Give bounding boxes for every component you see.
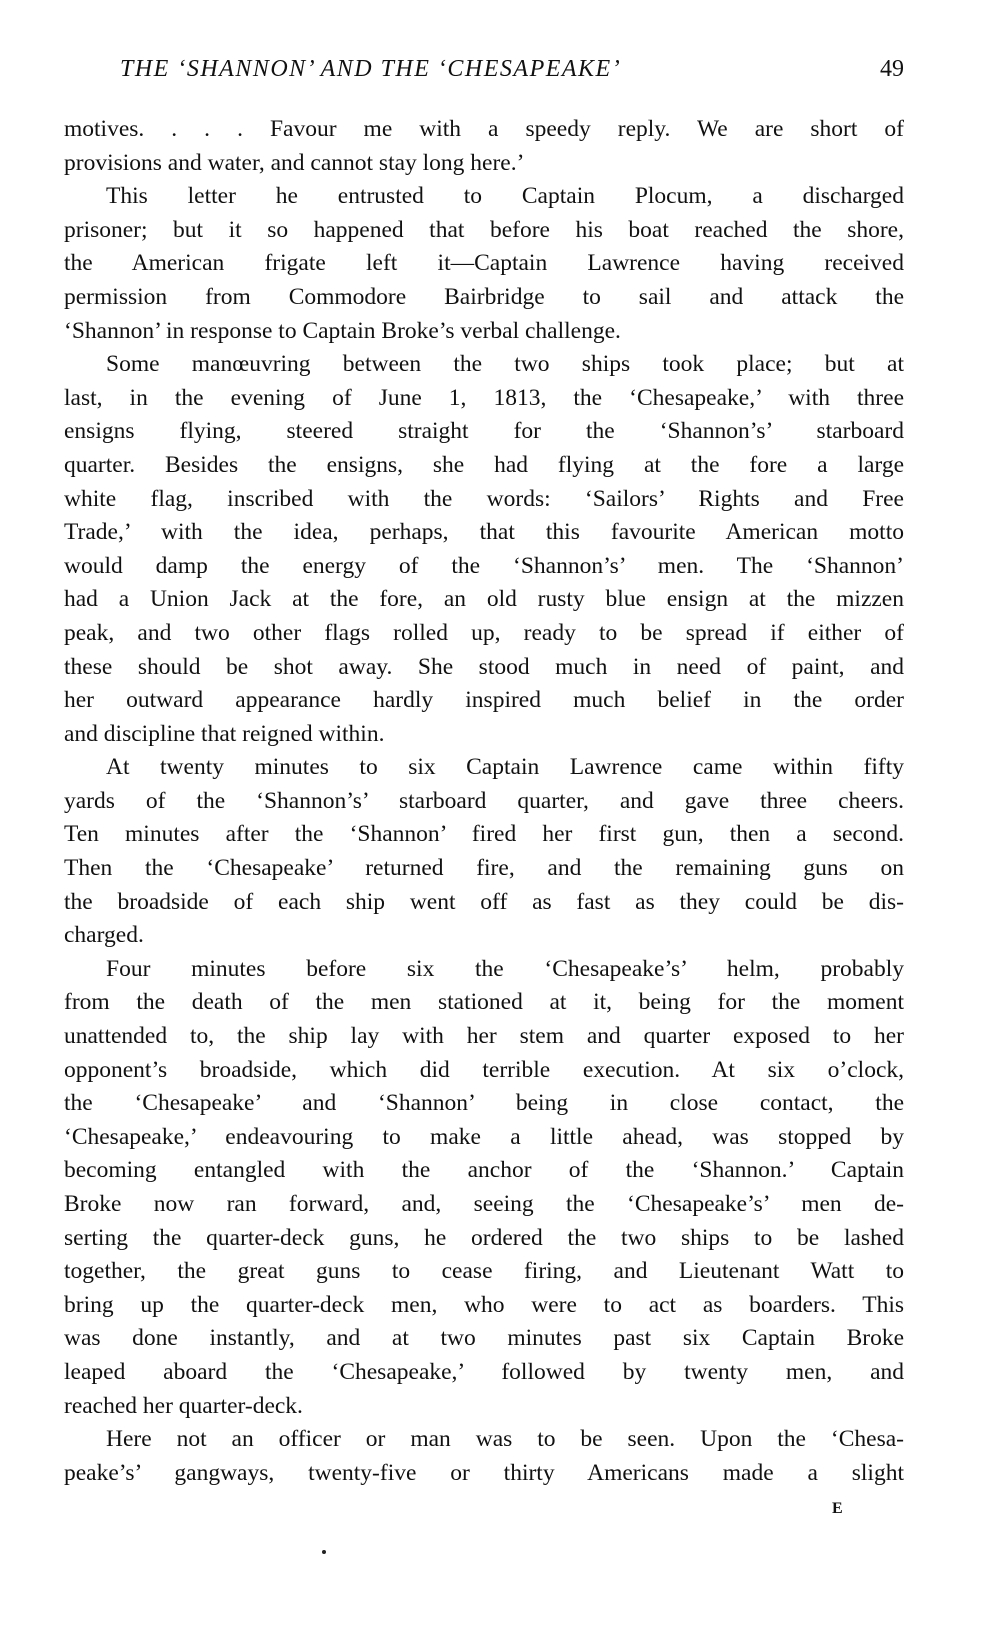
text-line: provisions and water, and cannot stay long here.’ [64,149,525,176]
text-line: the ‘Chesapeake’ and ‘Shannon’ being in close contact, the [64,1090,904,1117]
text-line: the broadside of each ship went off as fast as they could be dis- [64,888,904,915]
text-line: becoming entangled with the anchor of the ‘Shannon.’ Captain [64,1157,904,1184]
text-line: last, in the evening of June 1, 1813, the ‘Chesapeake,’ with three [64,384,904,411]
text-line: ensigns flying, steered straight for the ‘Shannon’s’ starboard [64,418,904,445]
text-line: Some manœuvring between the two ships took place; but at [106,351,904,378]
text-line: Ten minutes after the ‘Shannon’ fired her first gun, then a second. [64,821,904,848]
text-line: Broke now ran forward, and, seeing the ‘Chesapeake’s’ men de- [64,1191,904,1217]
text-line: these should be shot away. She stood much in need of paint, and [64,653,904,680]
text-line: opponent’s broadside, which did terrible execution. At six o’clock, [64,1056,904,1083]
text-line: peak, and two other flags rolled up, ready to be spread if either of [64,619,904,646]
text-line: from the death of the men stationed at it, being for the moment [64,989,904,1016]
text-line: charged. [64,922,144,949]
text-line: the American frigate left it—Captain Lawrence having received [64,250,904,277]
text-line: permission from Commodore Bairbridge to sail and attack the [64,283,904,310]
text-line: Four minutes before six the ‘Chesapeake’s’ helm, probably [106,955,904,982]
page-number: 49 [880,56,904,82]
text-line: unattended to, the ship lay with her stem and quarter exposed to her [64,1023,904,1050]
body-text [64,113,904,1490]
text-line: prisoner; but it so happened that before his boat reached the shore, [64,216,904,243]
signature-mark: E [832,1500,843,1517]
text-line: would damp the energy of the ‘Shannon’s’ men. The ‘Shannon’ [64,552,904,579]
text-line: bring up the quarter-deck men, who were to act as boarders. This [64,1291,904,1318]
text-line: her outward appearance hardly inspired much belief in the order [64,687,904,714]
text-line: serting the quarter-deck guns, he ordered the two ships to be lashed [64,1224,904,1251]
text-line: Here not an officer or man was to be seen. Upon the ‘Chesa- [106,1426,904,1453]
text-line: had a Union Jack at the fore, an old rusty blue ensign at the mizzen [64,586,904,613]
text-line: This letter he entrusted to Captain Plocum, a discharged [106,183,904,210]
running-header [120,56,904,83]
text-line: reached her quarter-deck. [64,1392,303,1419]
text-line: was done instantly, and at two minutes past six Captain Broke [64,1325,904,1352]
text-line: quarter. Besides the ensigns, she had flying at the fore a large [64,451,904,478]
text-line: At twenty minutes to six Captain Lawrence came within fifty [106,754,904,781]
text-line: ‘Shannon’ in response to Captain Broke’s verbal challenge. [64,317,621,344]
text-line: and discipline that reigned within. [64,720,385,747]
text-line: Then the ‘Chesapeake’ returned fire, and the remaining guns on [64,855,904,882]
text-line: peake’s’ gangways, twenty-five or thirty Americans made a slight [64,1459,904,1486]
text-line: ‘Chesapeake,’ endeavouring to make a little ahead, was stopped by [64,1123,904,1150]
text-line: Trade,’ with the idea, perhaps, that this favourite American motto [64,519,904,546]
text-line: white flag, inscribed with the words: ‘Sailors’ Rights and Free [64,485,904,512]
text-line: motives. . . . Favour me with a speedy reply. We are short of [64,116,904,142]
running-title: THE ‘SHANNON’ AND THE ‘CHESAPEAKE’ [120,56,622,82]
text-line: leaped aboard the ‘Chesapeake,’ followed by twenty men, and [64,1358,904,1385]
text-line: yards of the ‘Shannon’s’ starboard quarter, and gave three cheers. [64,787,904,814]
scan-speck [322,1550,326,1554]
text-line: together, the great guns to cease firing, and Lieutenant Watt to [64,1258,904,1285]
